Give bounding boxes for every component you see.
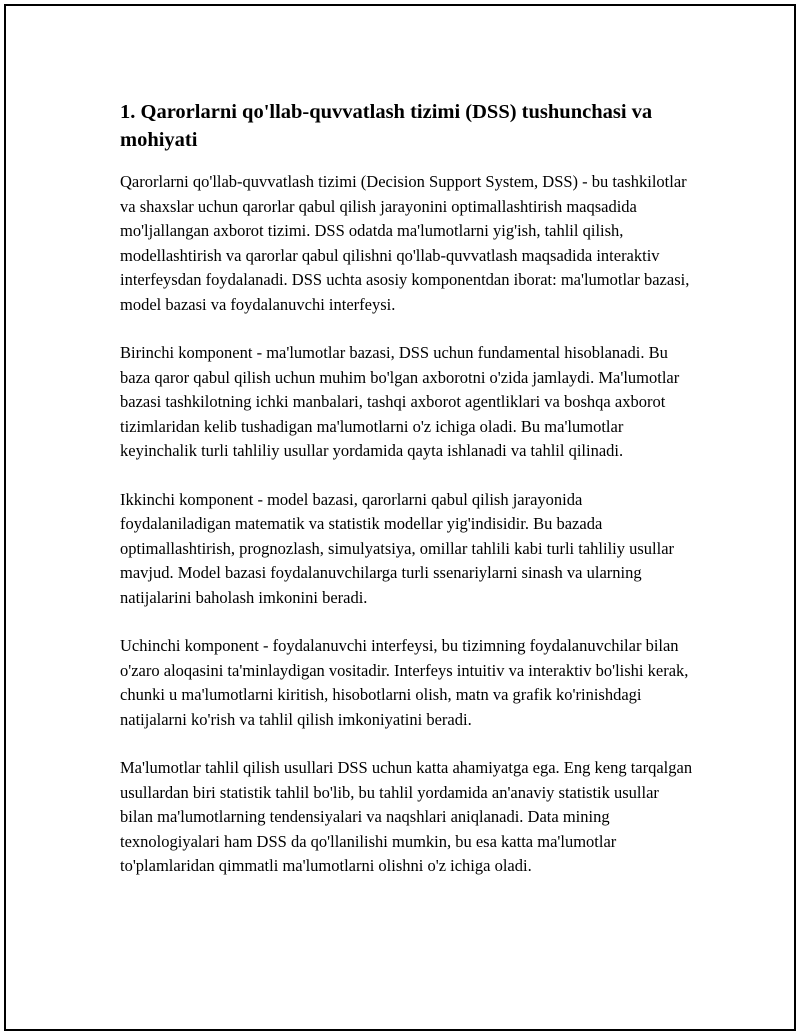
section-title: 1. Qarorlarni qo'llab-quvvatlash tizimi (DSS) tushunchasi va mohiyati — [120, 101, 653, 151]
document-content — [120, 98, 696, 903]
paragraph-model-base: Ikkinchi komponent - model bazasi, qarorlarni qabul qilish jarayonida foydalaniladigan matematik va statistik modellar yig'indisidir. Bu bazada optimallashtirish, prognozlash, simulyatsiya, omillar tahlili kabi turli tahliliy usullar mavjud. Model bazasi foydalanuvchilarga turli ssenariylarni sinash va ularning natijalarini baholash imkonini beradi. — [120, 489, 675, 607]
paragraph-intro: Qarorlarni qo'llab-quvvatlash tizimi (Decision Support System, DSS) - bu tashkilotlar va shaxslar uchun qarorlar qabul qilish jarayonini optimallashtirish maqsadida mo'ljallangan axborot tizimi. DSS odatda ma'lumotlarni yig'ish, tahlil qilish, modellashtirish va qarorlar qabul qilishni qo'llab-quvvatlash maqsadida interaktiv interfeysdan foydalanadi. DSS uchta asosiy komponentdan iborat: ma'lumotlar bazasi, model bazasi va foydalanuvchi interfeysi. — [120, 172, 690, 314]
document-page — [4, 4, 796, 1031]
paragraph-data-analysis: Ma'lumotlar tahlil qilish usullari DSS uchun katta ahamiyatga ega. Eng keng tarqalgan usullardan biri statistik tahlil bo'lib, bu tahlil yordamida an'anaviy statistik usullar bilan ma'lumotlarning tendensiyalari va naqshlari aniqlanadi. Data mining texnologiyalari ham DSS da qo'llanilishi mumkin, bu esa katta ma'lumotlar to'plamlaridan qimmatli ma'lumotlarni olishni o'z ichiga oladi. — [120, 758, 693, 875]
paragraph-user-interface: Uchinchi komponent - foydalanuvchi interfeysi, bu tizimning foydalanuvchilar bilan o'zaro aloqasini ta'minlaydigan vositadir. Interfeys intuitiv va interaktiv bo'lishi kerak, chunki u ma'lumotlarni kiritish, hisobotlarni olish, matn va grafik ko'rinishdagi natijalarni ko'rish va tahlil qilish imkoniyatini beradi. — [120, 636, 689, 729]
paragraph-database: Birinchi komponent - ma'lumotlar bazasi, DSS uchun fundamental hisoblanadi. Bu baza qaror qabul qilish uchun muhim bo'lgan axborotni o'zida jamlaydi. Ma'lumotlar bazasi tashkilotning ichki manbalari, tashqi axborot agentliklari va boshqa axborot tizimlaridan kelib tushadigan ma'lumotlarni o'z ichiga oladi. Bu ma'lumotlar keyinchalik turli tahliliy usullar yordamida qayta ishlanadi va tahlil qilinadi. — [120, 343, 680, 460]
